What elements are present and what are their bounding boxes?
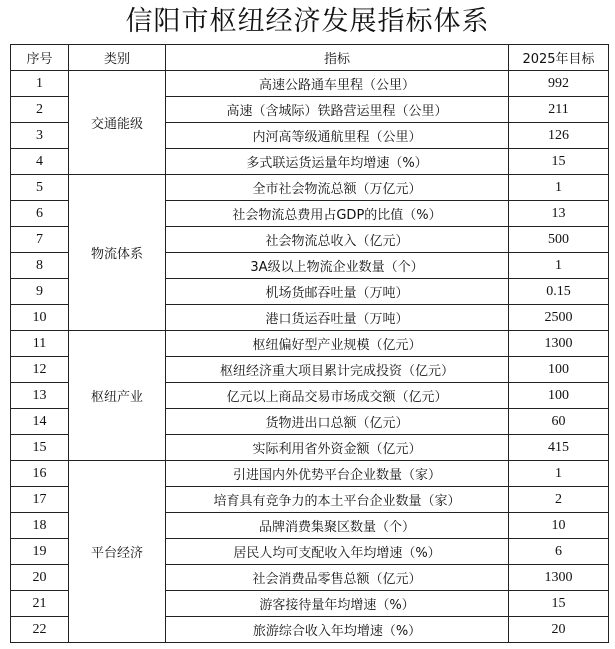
target-cell: 100 [509,357,609,383]
row-index: 13 [11,383,69,409]
indicator-table [10,44,609,643]
header-indicator: 指标 [166,45,509,71]
row-index: 16 [11,461,69,487]
indicator-cell: 高速（含城际）铁路营运里程（公里） [166,97,509,123]
row-index: 14 [11,409,69,435]
table-row [11,461,609,487]
target-cell: 126 [509,123,609,149]
indicator-cell: 枢纽偏好型产业规模（亿元） [166,331,509,357]
category-cell: 交通能级 [69,71,166,175]
target-cell: 1 [509,175,609,201]
indicator-cell: 枢纽经济重大项目累计完成投资（亿元） [166,357,509,383]
indicator-cell: 旅游综合收入年均增速（%） [166,617,509,643]
indicator-cell: 高速公路通车里程（公里） [166,71,509,97]
row-index: 4 [11,149,69,175]
indicator-cell: 游客接待量年均增速（%） [166,591,509,617]
row-index: 9 [11,279,69,305]
target-cell: 6 [509,539,609,565]
indicator-cell: 培育具有竞争力的本土平台企业数量（家） [166,487,509,513]
target-cell: 2500 [509,305,609,331]
row-index: 22 [11,617,69,643]
table-row [11,331,609,357]
target-cell: 100 [509,383,609,409]
target-cell: 13 [509,201,609,227]
indicator-cell: 全市社会物流总额（万亿元） [166,175,509,201]
row-index: 20 [11,565,69,591]
indicator-cell: 品牌消费集聚区数量（个） [166,513,509,539]
category-cell: 物流体系 [69,175,166,331]
indicator-cell: 引进国内外优势平台企业数量（家） [166,461,509,487]
target-cell: 1 [509,461,609,487]
indicator-cell: 货物进出口总额（亿元） [166,409,509,435]
target-cell: 2 [509,487,609,513]
row-index: 2 [11,97,69,123]
target-cell: 211 [509,97,609,123]
indicator-cell: 内河高等级通航里程（公里） [166,123,509,149]
table-body [11,71,609,643]
header-target: 2025年目标 [509,45,609,71]
indicator-cell: 社会物流总收入（亿元） [166,227,509,253]
row-index: 18 [11,513,69,539]
row-index: 15 [11,435,69,461]
target-cell: 1300 [509,331,609,357]
row-index: 8 [11,253,69,279]
page-title: 信阳市枢纽经济发展指标体系 [125,6,490,37]
indicator-cell: 机场货邮吞吐量（万吨） [166,279,509,305]
target-cell: 992 [509,71,609,97]
indicator-cell: 实际利用省外资金额（亿元） [166,435,509,461]
row-index: 10 [11,305,69,331]
indicator-cell: 亿元以上商品交易市场成交额（亿元） [166,383,509,409]
category-cell: 枢纽产业 [69,331,166,461]
indicator-cell: 社会消费品零售总额（亿元） [166,565,509,591]
target-cell: 1300 [509,565,609,591]
table-row [11,175,609,201]
target-cell: 15 [509,149,609,175]
indicator-cell: 港口货运吞吐量（万吨） [166,305,509,331]
header-index: 序号 [11,45,69,71]
target-cell: 10 [509,513,609,539]
row-index: 1 [11,71,69,97]
indicator-cell: 居民人均可支配收入年均增速（%） [166,539,509,565]
category-cell: 平台经济 [69,461,166,643]
target-cell: 1 [509,253,609,279]
table-row [11,71,609,97]
row-index: 5 [11,175,69,201]
row-index: 21 [11,591,69,617]
row-index: 6 [11,201,69,227]
row-index: 3 [11,123,69,149]
row-index: 11 [11,331,69,357]
target-cell: 0.15 [509,279,609,305]
target-cell: 60 [509,409,609,435]
target-cell: 15 [509,591,609,617]
target-cell: 20 [509,617,609,643]
row-index: 19 [11,539,69,565]
row-index: 17 [11,487,69,513]
indicator-cell: 多式联运货运量年均增速（%） [166,149,509,175]
indicator-cell: 社会物流总费用占GDP的比值（%） [166,201,509,227]
row-index: 7 [11,227,69,253]
target-cell: 415 [509,435,609,461]
indicator-cell: 3A级以上物流企业数量（个） [166,253,509,279]
header-category: 类别 [69,45,166,71]
target-cell: 500 [509,227,609,253]
row-index: 12 [11,357,69,383]
table-header-row [11,45,609,71]
